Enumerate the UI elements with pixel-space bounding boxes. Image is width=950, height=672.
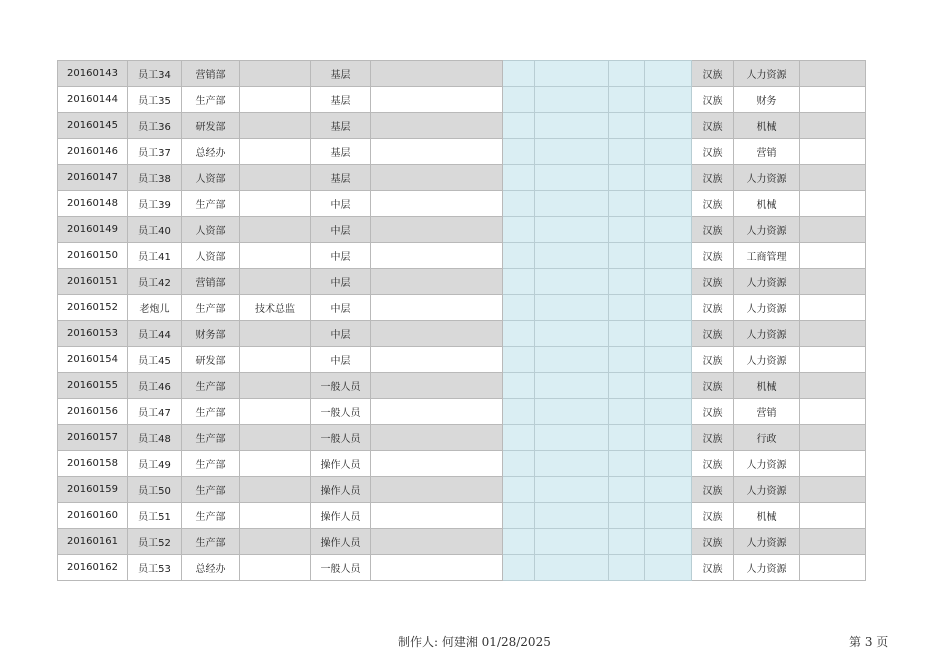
- employee-id-cell[interactable]: 20160146: [58, 139, 128, 165]
- employee-name-cell[interactable]: 员工51: [128, 503, 182, 529]
- blue-cell[interactable]: [535, 61, 609, 87]
- blue-cell[interactable]: [535, 373, 609, 399]
- employee-id-cell[interactable]: 20160155: [58, 373, 128, 399]
- table-row: [58, 529, 866, 555]
- department-cell[interactable]: 财务部: [182, 321, 240, 347]
- table-row: [58, 399, 866, 425]
- department-cell[interactable]: 生产部: [182, 425, 240, 451]
- position-cell[interactable]: [240, 113, 311, 139]
- ethnicity-cell[interactable]: 汉族: [692, 399, 734, 425]
- blue-cell[interactable]: [645, 529, 692, 555]
- empty-cell[interactable]: [800, 217, 866, 243]
- blue-cell[interactable]: [503, 87, 535, 113]
- employee-name-cell[interactable]: 员工40: [128, 217, 182, 243]
- blue-cell[interactable]: [503, 243, 535, 269]
- blue-cell[interactable]: [645, 139, 692, 165]
- position-cell[interactable]: [240, 165, 311, 191]
- empty-cell[interactable]: [800, 191, 866, 217]
- employee-name-cell[interactable]: 员工35: [128, 87, 182, 113]
- major-cell[interactable]: 人力资源: [734, 217, 800, 243]
- major-cell[interactable]: 人力资源: [734, 165, 800, 191]
- ethnicity-cell[interactable]: 汉族: [692, 165, 734, 191]
- blue-cell[interactable]: [609, 165, 645, 191]
- level-cell[interactable]: 一般人员: [311, 425, 371, 451]
- employee-table: [57, 60, 866, 581]
- employee-name-cell[interactable]: 员工46: [128, 373, 182, 399]
- blue-cell[interactable]: [609, 451, 645, 477]
- blue-cell[interactable]: [535, 477, 609, 503]
- empty-cell[interactable]: [371, 321, 503, 347]
- blue-cell[interactable]: [503, 139, 535, 165]
- table-row: [58, 191, 866, 217]
- ethnicity-cell[interactable]: 汉族: [692, 347, 734, 373]
- blue-cell[interactable]: [645, 321, 692, 347]
- employee-name-cell[interactable]: 员工39: [128, 191, 182, 217]
- employee-name-cell[interactable]: 老炮儿: [128, 295, 182, 321]
- blue-cell[interactable]: [609, 295, 645, 321]
- level-cell[interactable]: 操作人员: [311, 529, 371, 555]
- table-row: [58, 295, 866, 321]
- department-cell[interactable]: 生产部: [182, 503, 240, 529]
- position-cell[interactable]: [240, 529, 311, 555]
- level-cell[interactable]: 基层: [311, 165, 371, 191]
- empty-cell[interactable]: [800, 503, 866, 529]
- position-cell[interactable]: [240, 451, 311, 477]
- employee-name-cell[interactable]: 员工41: [128, 243, 182, 269]
- blue-cell[interactable]: [609, 503, 645, 529]
- blue-cell[interactable]: [645, 269, 692, 295]
- blue-cell[interactable]: [609, 87, 645, 113]
- empty-cell[interactable]: [800, 113, 866, 139]
- employee-id-cell[interactable]: 20160159: [58, 477, 128, 503]
- blue-cell[interactable]: [503, 425, 535, 451]
- blue-cell[interactable]: [503, 399, 535, 425]
- department-cell[interactable]: 人资部: [182, 165, 240, 191]
- blue-cell[interactable]: [535, 217, 609, 243]
- ethnicity-cell[interactable]: 汉族: [692, 425, 734, 451]
- table-row: [58, 113, 866, 139]
- position-cell[interactable]: [240, 269, 311, 295]
- employee-name-cell[interactable]: 员工42: [128, 269, 182, 295]
- empty-cell[interactable]: [800, 87, 866, 113]
- employee-id-cell[interactable]: 20160154: [58, 347, 128, 373]
- position-cell[interactable]: [240, 139, 311, 165]
- blue-cell[interactable]: [609, 555, 645, 581]
- empty-cell[interactable]: [371, 243, 503, 269]
- blue-cell[interactable]: [645, 347, 692, 373]
- position-cell[interactable]: 技术总监: [240, 295, 311, 321]
- position-cell[interactable]: [240, 425, 311, 451]
- employee-name-cell[interactable]: 员工34: [128, 61, 182, 87]
- blue-cell[interactable]: [535, 555, 609, 581]
- empty-cell[interactable]: [800, 165, 866, 191]
- ethnicity-cell[interactable]: 汉族: [692, 555, 734, 581]
- employee-id-cell[interactable]: 20160144: [58, 87, 128, 113]
- empty-cell[interactable]: [371, 425, 503, 451]
- position-cell[interactable]: [240, 373, 311, 399]
- blue-cell[interactable]: [535, 425, 609, 451]
- ethnicity-cell[interactable]: 汉族: [692, 61, 734, 87]
- blue-cell[interactable]: [645, 87, 692, 113]
- major-cell[interactable]: 人力资源: [734, 269, 800, 295]
- major-cell[interactable]: 机械: [734, 503, 800, 529]
- table-row: [58, 61, 866, 87]
- department-cell[interactable]: 研发部: [182, 113, 240, 139]
- empty-cell[interactable]: [800, 139, 866, 165]
- blue-cell[interactable]: [609, 321, 645, 347]
- blue-cell[interactable]: [503, 477, 535, 503]
- major-cell[interactable]: 人力资源: [734, 451, 800, 477]
- blue-cell[interactable]: [535, 451, 609, 477]
- position-cell[interactable]: [240, 321, 311, 347]
- major-cell[interactable]: 人力资源: [734, 61, 800, 87]
- blue-cell[interactable]: [535, 113, 609, 139]
- department-cell[interactable]: 营销部: [182, 61, 240, 87]
- empty-cell[interactable]: [800, 451, 866, 477]
- blue-cell[interactable]: [535, 347, 609, 373]
- table-row: [58, 425, 866, 451]
- level-cell[interactable]: 中层: [311, 295, 371, 321]
- empty-cell[interactable]: [371, 191, 503, 217]
- blue-cell[interactable]: [609, 477, 645, 503]
- position-cell[interactable]: [240, 61, 311, 87]
- department-cell[interactable]: 人资部: [182, 217, 240, 243]
- level-cell[interactable]: 基层: [311, 87, 371, 113]
- employee-name-cell[interactable]: 员工44: [128, 321, 182, 347]
- blue-cell[interactable]: [503, 191, 535, 217]
- blue-cell[interactable]: [503, 217, 535, 243]
- table-row: [58, 139, 866, 165]
- blue-cell[interactable]: [535, 503, 609, 529]
- table-row: [58, 503, 866, 529]
- blue-cell[interactable]: [535, 165, 609, 191]
- blue-cell[interactable]: [609, 113, 645, 139]
- ethnicity-cell[interactable]: 汉族: [692, 295, 734, 321]
- department-cell[interactable]: 生产部: [182, 295, 240, 321]
- empty-cell[interactable]: [800, 399, 866, 425]
- ethnicity-cell[interactable]: 汉族: [692, 373, 734, 399]
- blue-cell[interactable]: [609, 139, 645, 165]
- ethnicity-cell[interactable]: 汉族: [692, 243, 734, 269]
- position-cell[interactable]: [240, 347, 311, 373]
- major-cell[interactable]: 人力资源: [734, 529, 800, 555]
- empty-cell[interactable]: [800, 555, 866, 581]
- blue-cell[interactable]: [503, 61, 535, 87]
- blue-cell[interactable]: [535, 399, 609, 425]
- blue-cell[interactable]: [645, 165, 692, 191]
- ethnicity-cell[interactable]: 汉族: [692, 113, 734, 139]
- ethnicity-cell[interactable]: 汉族: [692, 451, 734, 477]
- empty-cell[interactable]: [371, 555, 503, 581]
- department-cell[interactable]: 生产部: [182, 191, 240, 217]
- employee-id-cell[interactable]: 20160150: [58, 243, 128, 269]
- employee-id-cell[interactable]: 20160148: [58, 191, 128, 217]
- empty-cell[interactable]: [800, 269, 866, 295]
- major-cell[interactable]: 人力资源: [734, 347, 800, 373]
- blue-cell[interactable]: [645, 503, 692, 529]
- employee-name-cell[interactable]: 员工52: [128, 529, 182, 555]
- department-cell[interactable]: 生产部: [182, 451, 240, 477]
- employee-id-cell[interactable]: 20160153: [58, 321, 128, 347]
- blue-cell[interactable]: [645, 373, 692, 399]
- empty-cell[interactable]: [371, 217, 503, 243]
- table-row: [58, 347, 866, 373]
- table-row: [58, 217, 866, 243]
- blue-cell[interactable]: [535, 87, 609, 113]
- position-cell[interactable]: [240, 243, 311, 269]
- blue-cell[interactable]: [609, 425, 645, 451]
- position-cell[interactable]: [240, 217, 311, 243]
- employee-id-cell[interactable]: 20160160: [58, 503, 128, 529]
- blue-cell[interactable]: [609, 217, 645, 243]
- blue-cell[interactable]: [645, 451, 692, 477]
- blue-cell[interactable]: [503, 295, 535, 321]
- employee-id-cell[interactable]: 20160149: [58, 217, 128, 243]
- level-cell[interactable]: 中层: [311, 347, 371, 373]
- blue-cell[interactable]: [609, 191, 645, 217]
- blue-cell[interactable]: [645, 61, 692, 87]
- empty-cell[interactable]: [371, 529, 503, 555]
- employee-name-cell[interactable]: 员工50: [128, 477, 182, 503]
- employee-name-cell[interactable]: 员工49: [128, 451, 182, 477]
- empty-cell[interactable]: [800, 295, 866, 321]
- empty-cell[interactable]: [371, 503, 503, 529]
- employee-name-cell[interactable]: 员工38: [128, 165, 182, 191]
- major-cell[interactable]: 人力资源: [734, 555, 800, 581]
- blue-cell[interactable]: [609, 269, 645, 295]
- blue-cell[interactable]: [645, 243, 692, 269]
- blue-cell[interactable]: [535, 243, 609, 269]
- blue-cell[interactable]: [503, 555, 535, 581]
- position-cell[interactable]: [240, 477, 311, 503]
- department-cell[interactable]: 生产部: [182, 373, 240, 399]
- blue-cell[interactable]: [645, 425, 692, 451]
- empty-cell[interactable]: [800, 477, 866, 503]
- blue-cell[interactable]: [503, 269, 535, 295]
- ethnicity-cell[interactable]: 汉族: [692, 191, 734, 217]
- ethnicity-cell[interactable]: 汉族: [692, 321, 734, 347]
- blue-cell[interactable]: [535, 139, 609, 165]
- table-row: [58, 451, 866, 477]
- blue-cell[interactable]: [503, 165, 535, 191]
- blue-cell[interactable]: [609, 243, 645, 269]
- empty-cell[interactable]: [371, 399, 503, 425]
- footer-maker: 制作人: 何建湘 01/28/2025: [398, 635, 551, 649]
- empty-cell[interactable]: [800, 61, 866, 87]
- ethnicity-cell[interactable]: 汉族: [692, 529, 734, 555]
- empty-cell[interactable]: [371, 113, 503, 139]
- ethnicity-cell[interactable]: 汉族: [692, 477, 734, 503]
- blue-cell[interactable]: [535, 529, 609, 555]
- employee-name-cell[interactable]: 员工47: [128, 399, 182, 425]
- department-cell[interactable]: 生产部: [182, 87, 240, 113]
- employee-id-cell[interactable]: 20160158: [58, 451, 128, 477]
- blue-cell[interactable]: [503, 113, 535, 139]
- blue-cell[interactable]: [535, 321, 609, 347]
- position-cell[interactable]: [240, 555, 311, 581]
- employee-id-cell[interactable]: 20160147: [58, 165, 128, 191]
- major-cell[interactable]: 人力资源: [734, 295, 800, 321]
- department-cell[interactable]: 总经办: [182, 555, 240, 581]
- level-cell[interactable]: 中层: [311, 321, 371, 347]
- blue-cell[interactable]: [645, 295, 692, 321]
- empty-cell[interactable]: [371, 139, 503, 165]
- blue-cell[interactable]: [503, 529, 535, 555]
- table-row: [58, 243, 866, 269]
- table-row: [58, 555, 866, 581]
- blue-cell[interactable]: [609, 347, 645, 373]
- ethnicity-cell[interactable]: 汉族: [692, 269, 734, 295]
- empty-cell[interactable]: [371, 269, 503, 295]
- blue-cell[interactable]: [503, 347, 535, 373]
- empty-cell[interactable]: [371, 165, 503, 191]
- department-cell[interactable]: 营销部: [182, 269, 240, 295]
- employee-id-cell[interactable]: 20160151: [58, 269, 128, 295]
- empty-cell[interactable]: [371, 87, 503, 113]
- level-cell[interactable]: 中层: [311, 191, 371, 217]
- blue-cell[interactable]: [535, 269, 609, 295]
- employee-name-cell[interactable]: 员工36: [128, 113, 182, 139]
- level-cell[interactable]: 操作人员: [311, 477, 371, 503]
- employee-id-cell[interactable]: 20160152: [58, 295, 128, 321]
- employee-id-cell[interactable]: 20160143: [58, 61, 128, 87]
- blue-cell[interactable]: [645, 113, 692, 139]
- empty-cell[interactable]: [371, 61, 503, 87]
- major-cell[interactable]: 机械: [734, 373, 800, 399]
- employee-id-cell[interactable]: 20160145: [58, 113, 128, 139]
- empty-cell[interactable]: [371, 451, 503, 477]
- major-cell[interactable]: 机械: [734, 191, 800, 217]
- ethnicity-cell[interactable]: 汉族: [692, 217, 734, 243]
- blue-cell[interactable]: [609, 399, 645, 425]
- department-cell[interactable]: 人资部: [182, 243, 240, 269]
- empty-cell[interactable]: [371, 295, 503, 321]
- blue-cell[interactable]: [609, 373, 645, 399]
- table-row: [58, 165, 866, 191]
- employee-name-cell[interactable]: 员工45: [128, 347, 182, 373]
- blue-cell[interactable]: [609, 529, 645, 555]
- employee-name-cell[interactable]: 员工48: [128, 425, 182, 451]
- empty-cell[interactable]: [371, 477, 503, 503]
- table-row: [58, 477, 866, 503]
- ethnicity-cell[interactable]: 汉族: [692, 87, 734, 113]
- employee-id-cell[interactable]: 20160162: [58, 555, 128, 581]
- table-row: [58, 373, 866, 399]
- level-cell[interactable]: 一般人员: [311, 555, 371, 581]
- position-cell[interactable]: [240, 503, 311, 529]
- employee-name-cell[interactable]: 员工37: [128, 139, 182, 165]
- major-cell[interactable]: 人力资源: [734, 321, 800, 347]
- blue-cell[interactable]: [645, 477, 692, 503]
- level-cell[interactable]: 基层: [311, 113, 371, 139]
- empty-cell[interactable]: [800, 243, 866, 269]
- level-cell[interactable]: 中层: [311, 217, 371, 243]
- blue-cell[interactable]: [503, 373, 535, 399]
- empty-cell[interactable]: [800, 321, 866, 347]
- blue-cell[interactable]: [503, 321, 535, 347]
- major-cell[interactable]: 营销: [734, 399, 800, 425]
- major-cell[interactable]: 行政: [734, 425, 800, 451]
- table-row: [58, 269, 866, 295]
- level-cell[interactable]: 一般人员: [311, 399, 371, 425]
- empty-cell[interactable]: [800, 529, 866, 555]
- major-cell[interactable]: 财务: [734, 87, 800, 113]
- blue-cell[interactable]: [645, 555, 692, 581]
- department-cell[interactable]: 生产部: [182, 399, 240, 425]
- ethnicity-cell[interactable]: 汉族: [692, 139, 734, 165]
- empty-cell[interactable]: [371, 373, 503, 399]
- department-cell[interactable]: 生产部: [182, 529, 240, 555]
- level-cell[interactable]: 中层: [311, 243, 371, 269]
- blue-cell[interactable]: [645, 217, 692, 243]
- empty-cell[interactable]: [800, 425, 866, 451]
- empty-cell[interactable]: [800, 347, 866, 373]
- employee-id-cell[interactable]: 20160161: [58, 529, 128, 555]
- blue-cell[interactable]: [535, 295, 609, 321]
- major-cell[interactable]: 营销: [734, 139, 800, 165]
- level-cell[interactable]: 中层: [311, 269, 371, 295]
- blue-cell[interactable]: [503, 503, 535, 529]
- position-cell[interactable]: [240, 87, 311, 113]
- blue-cell[interactable]: [645, 191, 692, 217]
- blue-cell[interactable]: [535, 191, 609, 217]
- employee-id-cell[interactable]: 20160157: [58, 425, 128, 451]
- blue-cell[interactable]: [503, 451, 535, 477]
- footer-page-number: 第 3 页: [849, 635, 889, 649]
- ethnicity-cell[interactable]: 汉族: [692, 503, 734, 529]
- major-cell[interactable]: 人力资源: [734, 477, 800, 503]
- level-cell[interactable]: 操作人员: [311, 503, 371, 529]
- empty-cell[interactable]: [371, 347, 503, 373]
- employee-id-cell[interactable]: 20160156: [58, 399, 128, 425]
- table-row: [58, 321, 866, 347]
- employee-name-cell[interactable]: 员工53: [128, 555, 182, 581]
- department-cell[interactable]: 研发部: [182, 347, 240, 373]
- major-cell[interactable]: 工商管理: [734, 243, 800, 269]
- table-row: [58, 87, 866, 113]
- major-cell[interactable]: 机械: [734, 113, 800, 139]
- empty-cell[interactable]: [800, 373, 866, 399]
- level-cell[interactable]: 一般人员: [311, 373, 371, 399]
- level-cell[interactable]: 基层: [311, 139, 371, 165]
- department-cell[interactable]: 总经办: [182, 139, 240, 165]
- level-cell[interactable]: 操作人员: [311, 451, 371, 477]
- level-cell[interactable]: 基层: [311, 61, 371, 87]
- blue-cell[interactable]: [609, 61, 645, 87]
- department-cell[interactable]: 生产部: [182, 477, 240, 503]
- position-cell[interactable]: [240, 191, 311, 217]
- blue-cell[interactable]: [645, 399, 692, 425]
- position-cell[interactable]: [240, 399, 311, 425]
